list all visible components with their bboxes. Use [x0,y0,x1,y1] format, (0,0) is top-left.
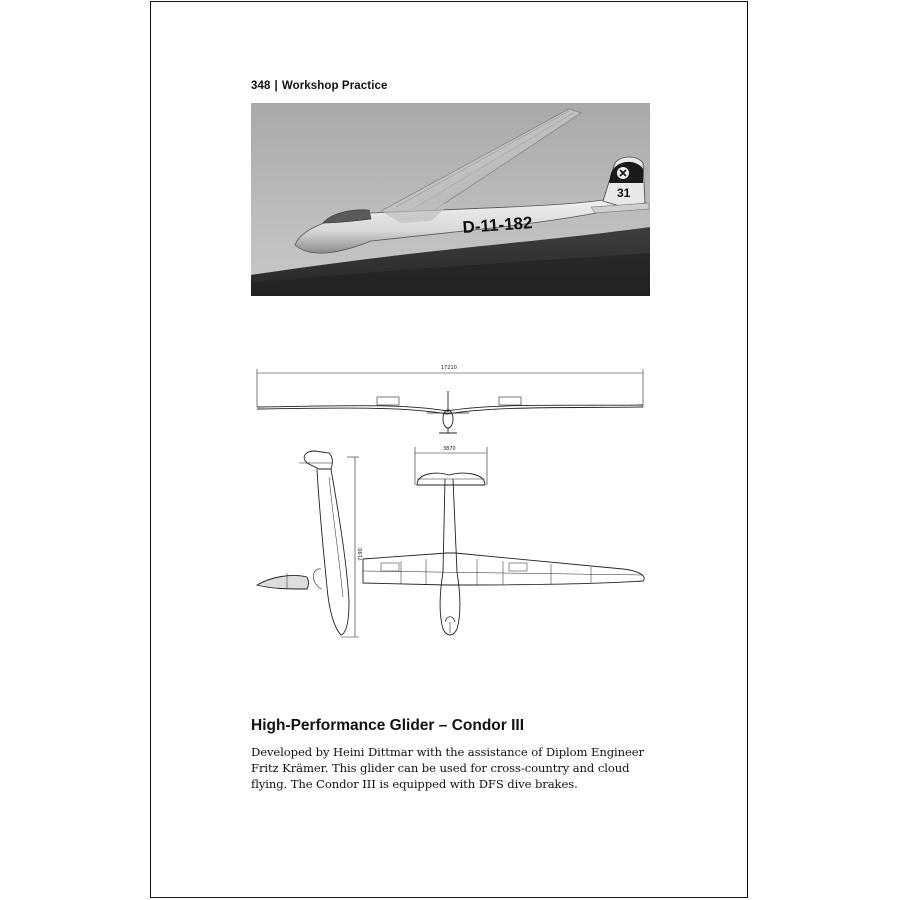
three-view-drawing [251,357,651,647]
length-dimension-label: 7190 [358,548,364,561]
glider-photo [251,103,650,296]
article-body [251,744,669,792]
article-paragraph: Developed by Heini Dittmar with the assistance of Diplom Engineer Fritz Krämer. This glider can be used for cross-country and cloud flying. The Condor III is equipped with DFS dive brakes. [251,745,644,791]
tailplane-dimension-label: 3870 [443,446,456,452]
book-page [150,1,748,898]
header-separator: | [274,80,278,92]
glider-registration: D-11-182 [461,213,534,237]
running-header [251,80,388,92]
glider-three-view [251,357,651,647]
article-title: High-Performance Glider – Condor III [251,717,525,734]
tail-number: 31 [617,186,631,200]
page-number: 348 [251,80,271,92]
glider-photo-image [251,103,650,296]
span-dimension-label: 17210 [441,365,457,371]
header-section-title: Workshop Practice [281,80,388,92]
